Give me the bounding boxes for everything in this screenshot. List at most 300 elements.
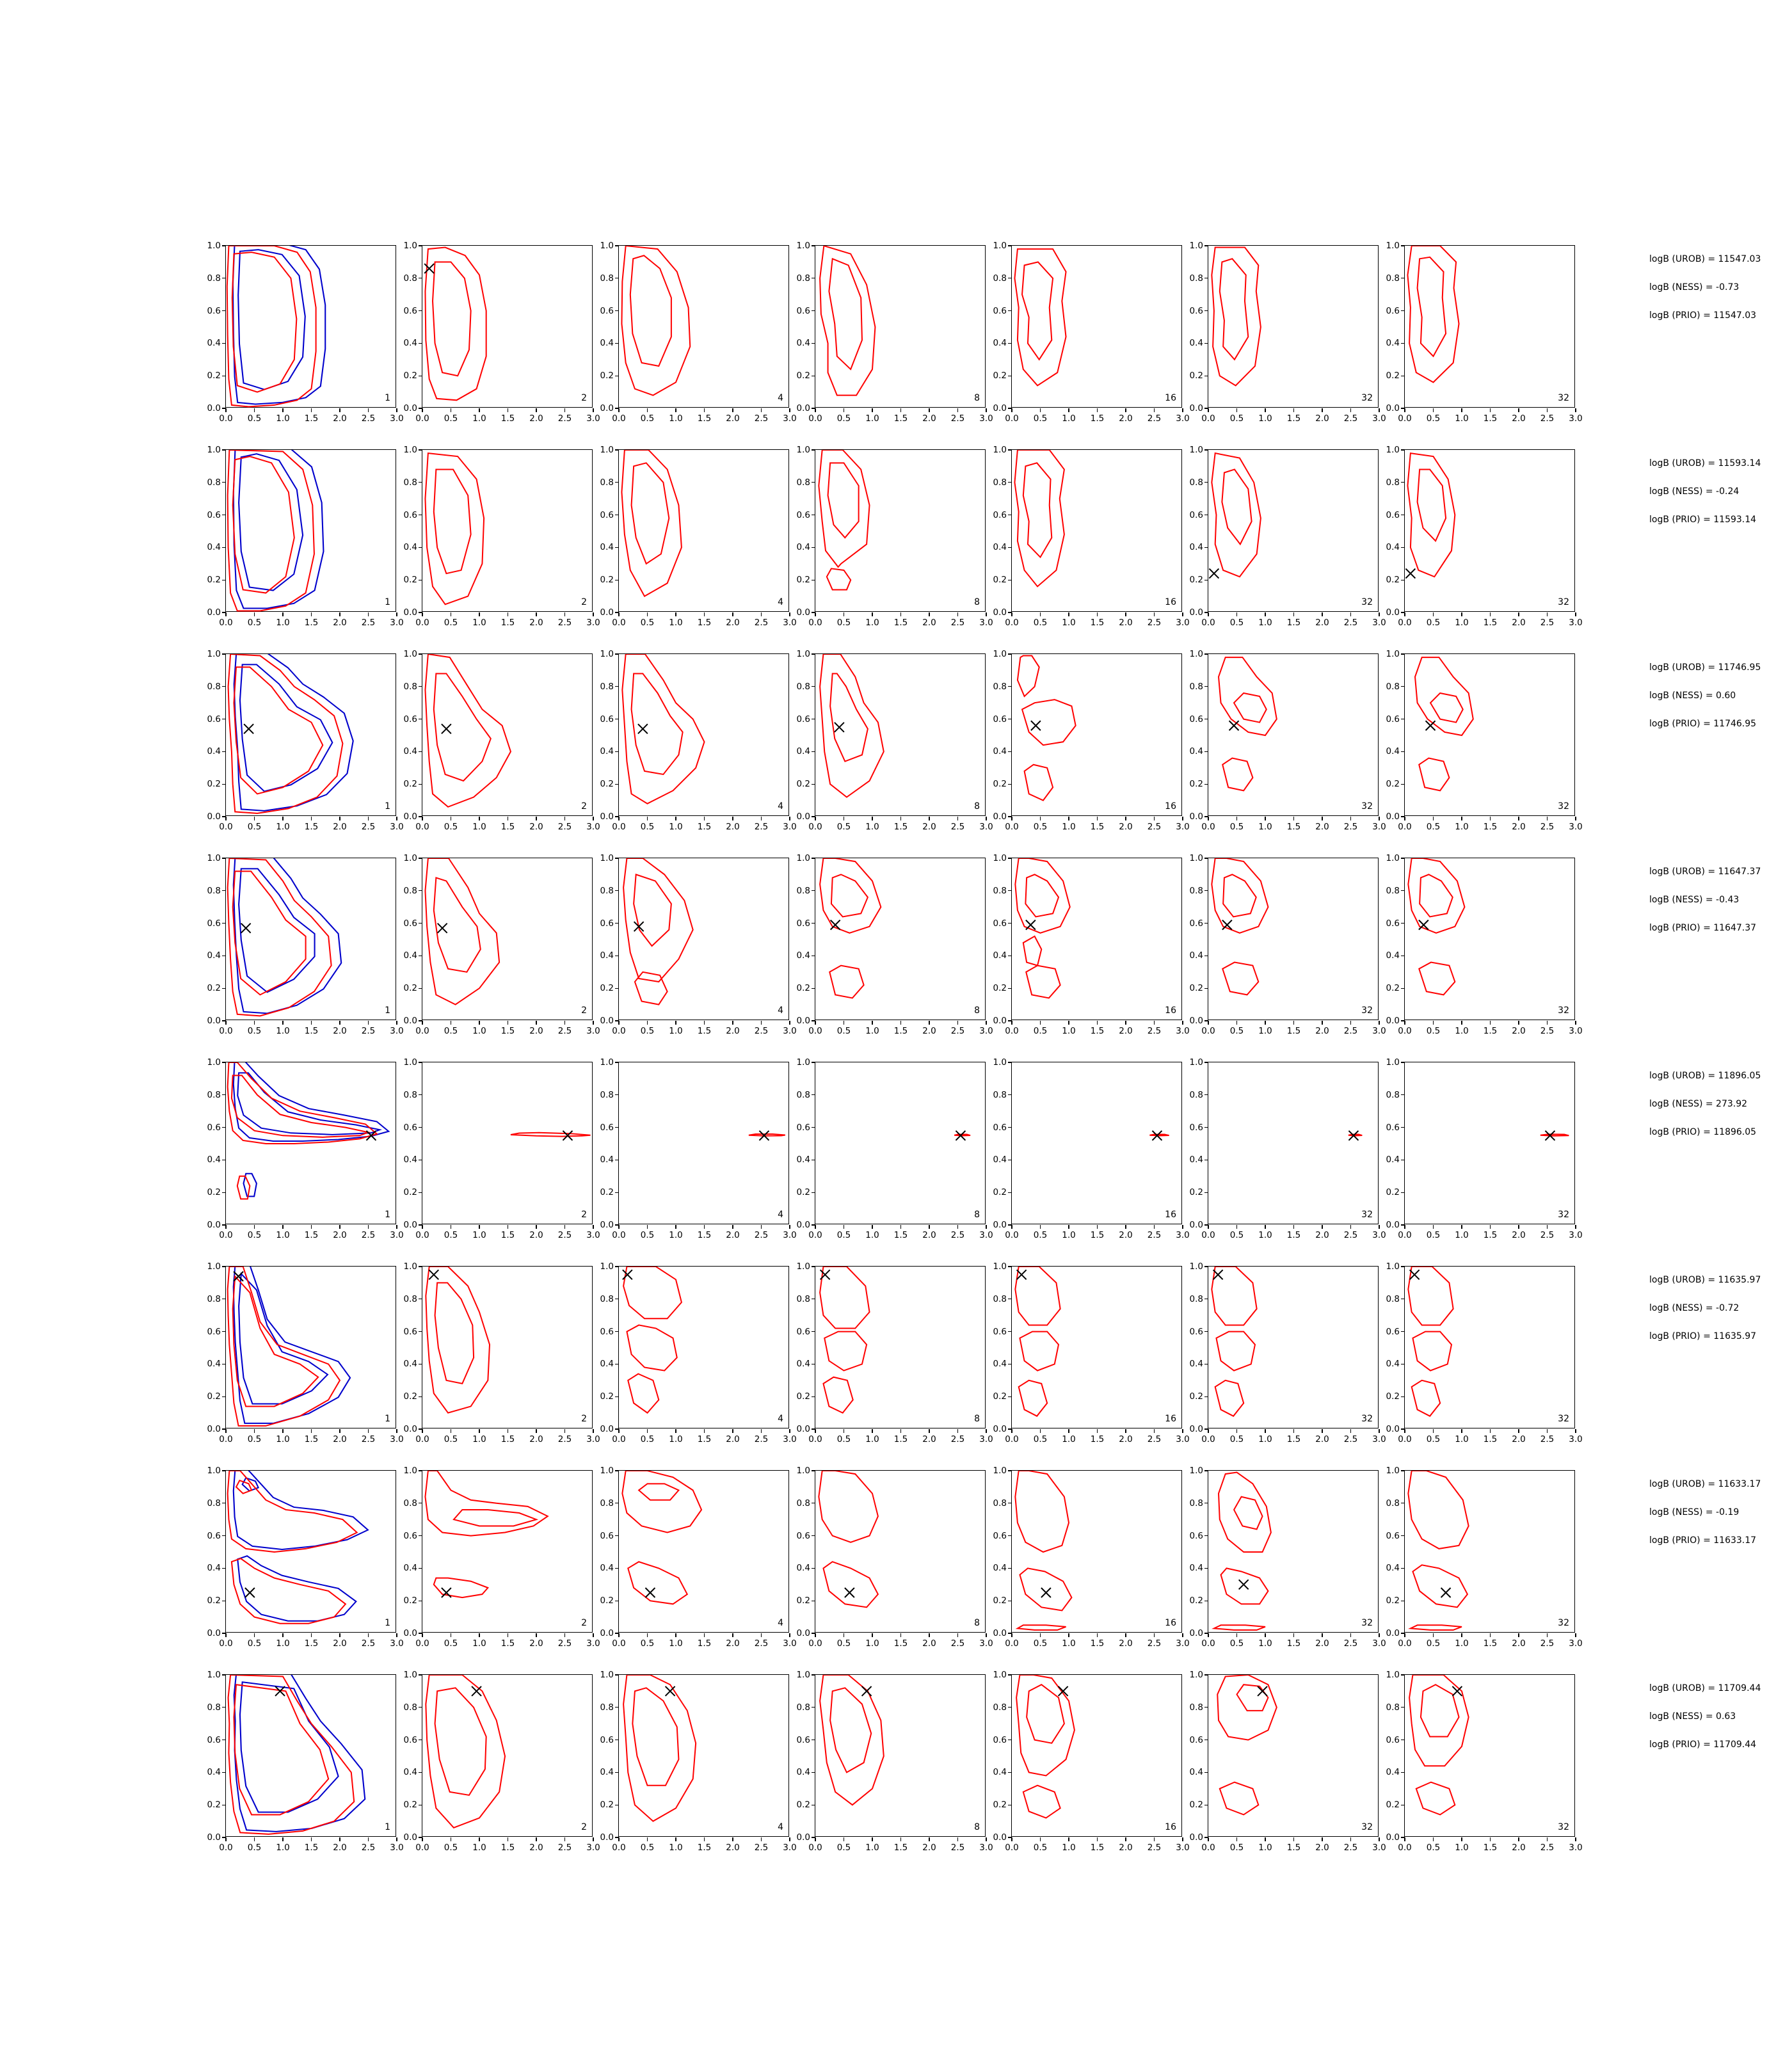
y-tick-label: 0.8 <box>1189 273 1203 284</box>
y-tick-label: 0.8 <box>993 477 1007 488</box>
axes-frame <box>600 241 797 424</box>
y-tick-mark <box>1008 1396 1012 1397</box>
y-tick-mark <box>1401 816 1405 817</box>
y-tick-mark <box>812 1396 815 1397</box>
y-tick-mark <box>812 1428 815 1429</box>
x-tick-label: 2.0 <box>922 822 936 832</box>
red-contour <box>830 1688 871 1772</box>
y-tick-label: 0.0 <box>600 607 614 618</box>
x-tick-label: 1.5 <box>500 1638 515 1649</box>
best-fit-marker <box>438 924 447 933</box>
x-tick-label: 3.0 <box>1569 822 1583 832</box>
y-tick-mark <box>419 482 422 483</box>
y-tick-label: 0.0 <box>403 812 417 822</box>
x-tick-mark <box>900 1429 901 1433</box>
y-tick-mark <box>222 784 226 785</box>
x-tick-label: 1.5 <box>893 618 908 628</box>
y-tick-mark <box>1204 1535 1208 1536</box>
y-tick-mark <box>615 482 619 483</box>
red-contour <box>1416 1782 1455 1815</box>
x-tick-label: 2.5 <box>1343 1638 1358 1649</box>
x-tick-mark <box>1350 408 1351 412</box>
row-annotation-r5-l1: logB (NESS) = -0.72 <box>1649 1303 1740 1313</box>
x-tick-label: 1.0 <box>1455 618 1469 628</box>
x-tick-label: 2.5 <box>1343 1230 1358 1240</box>
x-tick-label: 3.0 <box>586 1638 600 1649</box>
row-annotation-r1-l2: logB (PRIO) = 11593.14 <box>1649 515 1757 525</box>
x-tick-mark <box>225 1633 226 1637</box>
x-tick-mark <box>1518 1837 1519 1841</box>
panel-r2-c0 <box>207 649 404 832</box>
y-tick-mark <box>222 816 226 817</box>
panel-r1-c0 <box>207 445 404 628</box>
y-tick-label: 0.4 <box>207 950 221 961</box>
y-tick-mark <box>615 310 619 311</box>
x-tick-label: 3.0 <box>1569 618 1583 628</box>
x-tick-label: 1.5 <box>1090 618 1105 628</box>
y-tick-label: 0.4 <box>403 1359 417 1370</box>
x-tick-label: 1.0 <box>1258 618 1272 628</box>
panel-corner-label: 32 <box>1361 393 1373 403</box>
x-tick-mark <box>564 1225 565 1229</box>
x-tick-mark <box>368 612 369 616</box>
x-tick-label: 2.5 <box>754 822 769 832</box>
best-fit-marker <box>1209 569 1219 579</box>
x-tick-mark <box>1011 817 1012 820</box>
x-tick-mark <box>1011 1837 1012 1841</box>
x-tick-mark <box>1433 1225 1434 1229</box>
red-contour <box>233 871 306 995</box>
y-tick-label: 0.0 <box>796 1016 810 1026</box>
x-tick-label: 1.5 <box>893 1434 908 1444</box>
axes-frame <box>796 445 993 628</box>
y-tick-label: 0.2 <box>1386 779 1400 790</box>
contour-layer <box>226 1471 397 1633</box>
contour-layer <box>226 1675 397 1837</box>
red-contour <box>823 1377 852 1413</box>
y-tick-mark <box>222 1020 226 1021</box>
y-tick-label: 0.4 <box>1386 338 1400 349</box>
x-tick-label: 1.0 <box>472 1230 486 1240</box>
x-tick-mark <box>732 1021 733 1025</box>
x-tick-label: 2.5 <box>1540 822 1555 832</box>
contour-layer <box>815 1267 986 1429</box>
red-contour <box>1415 657 1473 735</box>
panel-r3-c2 <box>600 853 797 1036</box>
y-tick-mark <box>1204 1707 1208 1708</box>
x-tick-mark <box>1097 1021 1098 1025</box>
row-annotation-r5-l0: logB (UROB) = 11635.97 <box>1649 1275 1761 1285</box>
x-tick-label: 1.0 <box>276 1843 290 1853</box>
x-tick-mark <box>1404 408 1405 412</box>
x-tick-label: 0.0 <box>415 1434 429 1444</box>
y-tick-label: 0.6 <box>993 1734 1007 1745</box>
y-tick-label: 0.0 <box>1386 1016 1400 1026</box>
red-contour <box>435 1283 474 1383</box>
x-tick-mark <box>1154 1021 1155 1025</box>
x-tick-label: 1.0 <box>669 618 683 628</box>
y-tick-mark <box>222 1707 226 1708</box>
y-tick-mark <box>1204 923 1208 924</box>
x-tick-mark <box>675 1021 676 1025</box>
y-tick-label: 0.2 <box>1386 1391 1400 1402</box>
x-tick-mark <box>1011 408 1012 412</box>
x-tick-label: 1.0 <box>276 822 290 832</box>
panel-r3-c6 <box>1386 853 1583 1036</box>
x-tick-mark <box>1575 1021 1576 1025</box>
x-tick-label: 1.0 <box>472 618 486 628</box>
axes-frame <box>600 649 797 832</box>
x-tick-label: 3.0 <box>1372 1230 1386 1240</box>
x-tick-mark <box>1461 1633 1462 1637</box>
y-tick-mark <box>812 816 815 817</box>
y-tick-mark <box>615 1470 619 1471</box>
red-contour <box>827 568 851 589</box>
y-tick-label: 0.8 <box>403 1498 417 1508</box>
y-tick-label: 0.8 <box>403 273 417 284</box>
y-tick-mark <box>419 245 422 246</box>
y-tick-mark <box>615 1020 619 1021</box>
y-tick-label: 0.4 <box>1386 1767 1400 1778</box>
x-tick-mark <box>1293 1225 1294 1229</box>
y-tick-label: 0.8 <box>600 681 614 692</box>
y-tick-label: 1.0 <box>1189 241 1203 251</box>
y-tick-label: 1.0 <box>993 1466 1007 1476</box>
y-tick-label: 1.0 <box>796 1261 810 1272</box>
y-tick-label: 0.4 <box>403 1563 417 1574</box>
y-tick-mark <box>419 449 422 450</box>
y-tick-mark <box>812 245 815 246</box>
y-tick-mark <box>222 449 226 450</box>
x-tick-mark <box>1547 817 1548 820</box>
panel-corner-label: 32 <box>1558 597 1569 607</box>
red-contour <box>433 262 471 376</box>
x-tick-mark <box>368 408 369 412</box>
x-tick-label: 3.0 <box>1176 1843 1190 1853</box>
x-tick-mark <box>900 1633 901 1637</box>
panel-corner-label: 1 <box>385 1822 390 1832</box>
blue-contour <box>234 858 341 1013</box>
y-tick-mark <box>419 547 422 548</box>
y-tick-mark <box>615 343 619 344</box>
axes-frame <box>1386 241 1583 424</box>
x-tick-label: 1.5 <box>1483 1843 1498 1853</box>
y-tick-label: 0.2 <box>207 371 221 381</box>
contour-layer <box>1208 858 1379 1021</box>
row-annotation-r3-l0: logB (UROB) = 11647.37 <box>1649 867 1761 877</box>
y-tick-mark <box>615 923 619 924</box>
x-tick-mark <box>368 817 369 820</box>
x-tick-label: 3.0 <box>979 618 993 628</box>
y-tick-label: 0.8 <box>600 1498 614 1508</box>
x-tick-mark <box>1575 817 1576 820</box>
y-tick-label: 0.0 <box>600 1628 614 1638</box>
panel-corner-label: 16 <box>1165 1414 1176 1424</box>
y-tick-label: 0.2 <box>600 779 614 790</box>
x-tick-label: 0.5 <box>640 1638 655 1649</box>
x-tick-label: 2.0 <box>726 1843 740 1853</box>
x-tick-label: 0.0 <box>612 1434 626 1444</box>
y-tick-label: 0.2 <box>796 779 810 790</box>
y-tick-mark <box>1401 1470 1405 1471</box>
x-tick-label: 3.0 <box>586 1434 600 1444</box>
contour-layer <box>1405 1675 1576 1837</box>
y-tick-label: 0.0 <box>993 1832 1007 1843</box>
x-tick-mark <box>1125 817 1126 820</box>
red-contour <box>1022 700 1076 745</box>
contour-layer <box>815 450 986 612</box>
y-tick-label: 0.6 <box>403 1326 417 1337</box>
y-tick-mark <box>222 1331 226 1332</box>
best-fit-marker <box>245 1588 255 1597</box>
panel-corner-label: 2 <box>581 393 587 403</box>
y-tick-label: 0.4 <box>796 1359 810 1370</box>
contour-layer <box>1012 654 1183 817</box>
red-contour <box>1022 262 1053 359</box>
y-tick-mark <box>1401 923 1405 924</box>
y-tick-label: 0.6 <box>993 1122 1007 1133</box>
y-tick-label: 0.0 <box>207 1832 221 1843</box>
y-tick-label: 0.8 <box>796 273 810 284</box>
x-tick-label: 0.0 <box>1201 1026 1215 1036</box>
x-tick-label: 2.5 <box>1343 1026 1358 1036</box>
x-tick-mark <box>618 1633 619 1637</box>
contour-layer <box>1012 246 1183 408</box>
y-tick-label: 0.0 <box>403 1016 417 1026</box>
axes-frame <box>1189 445 1386 628</box>
x-tick-label: 0.0 <box>219 1843 233 1853</box>
y-tick-mark <box>1401 1224 1405 1225</box>
axes-frame <box>1189 1261 1386 1444</box>
x-tick-mark <box>368 1225 369 1229</box>
row-annotation-r4-l0: logB (UROB) = 11896.05 <box>1649 1071 1761 1081</box>
x-tick-label: 0.5 <box>1033 1843 1048 1853</box>
y-tick-label: 0.4 <box>600 950 614 961</box>
x-tick-mark <box>1097 1633 1098 1637</box>
x-tick-label: 1.0 <box>1062 618 1076 628</box>
y-tick-label: 0.4 <box>1189 542 1203 553</box>
x-tick-mark <box>1404 612 1405 616</box>
y-tick-mark <box>419 1428 422 1429</box>
blue-contour <box>238 250 305 389</box>
y-tick-label: 0.0 <box>207 1424 221 1434</box>
y-tick-mark <box>222 890 226 891</box>
y-tick-label: 0.0 <box>1386 812 1400 822</box>
y-tick-label: 0.0 <box>600 812 614 822</box>
x-tick-mark <box>761 1225 762 1229</box>
axes-frame <box>993 445 1190 628</box>
y-tick-label: 1.0 <box>796 241 810 251</box>
y-tick-label: 0.4 <box>1189 1767 1203 1778</box>
x-tick-mark <box>368 1837 369 1841</box>
x-tick-label: 2.0 <box>1512 1230 1526 1240</box>
axes-frame <box>993 1466 1190 1649</box>
y-tick-label: 0.8 <box>207 1702 221 1713</box>
y-tick-label: 0.2 <box>1189 1800 1203 1811</box>
x-tick-mark <box>1575 1633 1576 1637</box>
x-tick-label: 3.0 <box>390 822 404 832</box>
x-tick-mark <box>1433 1837 1434 1841</box>
axes-frame <box>1189 1466 1386 1649</box>
x-tick-label: 1.0 <box>669 1026 683 1036</box>
x-tick-label: 0.0 <box>808 1026 822 1036</box>
x-tick-mark <box>1097 1225 1098 1229</box>
x-tick-mark <box>957 1429 958 1433</box>
y-tick-mark <box>419 1396 422 1397</box>
x-tick-label: 0.5 <box>1426 413 1441 424</box>
x-tick-label: 0.5 <box>247 618 262 628</box>
x-tick-mark <box>225 1837 226 1841</box>
y-tick-label: 0.0 <box>600 1832 614 1843</box>
x-tick-label: 0.5 <box>1033 618 1048 628</box>
contour-layer <box>226 654 397 817</box>
y-tick-label: 1.0 <box>1386 1057 1400 1068</box>
panel-r0-c1 <box>403 241 600 424</box>
y-tick-label: 0.2 <box>1189 983 1203 994</box>
x-tick-mark <box>732 408 733 412</box>
y-tick-label: 0.2 <box>403 1596 417 1606</box>
x-tick-label: 3.0 <box>1176 1026 1190 1036</box>
x-tick-label: 3.0 <box>783 1843 797 1853</box>
x-tick-label: 1.0 <box>276 1230 290 1240</box>
y-tick-label: 0.0 <box>993 1424 1007 1434</box>
x-tick-label: 0.5 <box>1033 1638 1048 1649</box>
x-tick-label: 0.5 <box>444 822 458 832</box>
y-tick-label: 1.0 <box>796 1670 810 1680</box>
x-tick-label: 1.5 <box>304 1026 319 1036</box>
x-tick-label: 3.0 <box>1176 1638 1190 1649</box>
contour-layer <box>422 858 593 1021</box>
red-contour <box>232 1075 369 1137</box>
y-tick-mark <box>222 1568 226 1569</box>
red-contour <box>1216 1332 1255 1371</box>
x-tick-mark <box>1236 612 1237 616</box>
y-tick-label: 0.2 <box>403 371 417 381</box>
x-tick-label: 1.5 <box>697 1843 712 1853</box>
x-tick-label: 2.5 <box>557 1434 572 1444</box>
y-tick-label: 0.6 <box>403 918 417 929</box>
red-contour <box>634 874 671 946</box>
x-tick-label: 0.0 <box>1398 413 1412 424</box>
x-tick-mark <box>1040 817 1041 820</box>
x-tick-mark <box>1236 1837 1237 1841</box>
panel-r6-c4 <box>993 1466 1190 1649</box>
y-tick-label: 0.2 <box>1386 983 1400 994</box>
red-contour <box>1018 656 1039 697</box>
x-tick-mark <box>1097 612 1098 616</box>
x-tick-label: 0.0 <box>612 618 626 628</box>
x-tick-mark <box>311 1837 312 1841</box>
red-contour <box>434 877 481 972</box>
best-fit-marker <box>1410 1270 1420 1279</box>
panel-r6-c3 <box>796 1466 993 1649</box>
y-tick-mark <box>1008 653 1012 654</box>
y-tick-mark <box>812 988 815 989</box>
y-tick-label: 0.4 <box>1189 746 1203 757</box>
x-tick-label: 2.5 <box>557 1230 572 1240</box>
x-tick-label: 2.5 <box>1147 822 1162 832</box>
x-tick-label: 1.5 <box>893 1843 908 1853</box>
y-tick-mark <box>222 751 226 752</box>
axes-frame <box>207 649 404 832</box>
y-tick-mark <box>1401 1396 1405 1397</box>
panel-r6-c5 <box>1189 1466 1386 1649</box>
x-tick-label: 0.5 <box>247 1026 262 1036</box>
y-tick-label: 0.6 <box>403 714 417 724</box>
y-tick-mark <box>812 890 815 891</box>
red-contour <box>829 259 862 369</box>
panel-r0-c3 <box>796 241 993 424</box>
y-tick-label: 0.8 <box>403 1702 417 1713</box>
y-tick-label: 0.6 <box>1189 509 1203 520</box>
x-tick-label: 3.0 <box>1569 1843 1583 1853</box>
x-tick-mark <box>1461 817 1462 820</box>
blue-contour <box>233 246 325 404</box>
y-tick-label: 0.0 <box>600 1220 614 1230</box>
x-tick-label: 2.5 <box>950 822 965 832</box>
contour-layer <box>1405 858 1576 1021</box>
y-tick-label: 0.6 <box>1386 1734 1400 1745</box>
x-tick-label: 0.5 <box>247 1230 262 1240</box>
y-tick-label: 0.2 <box>403 1187 417 1198</box>
y-tick-mark <box>419 1224 422 1225</box>
axes-frame <box>403 649 600 832</box>
best-fit-marker <box>1041 1588 1051 1597</box>
axes-frame <box>600 853 797 1036</box>
x-tick-label: 2.0 <box>1512 1434 1526 1444</box>
x-tick-label: 1.0 <box>1062 1230 1076 1240</box>
y-tick-label: 0.4 <box>207 1359 221 1370</box>
y-tick-label: 0.6 <box>403 509 417 520</box>
best-fit-marker <box>645 1588 655 1597</box>
x-tick-label: 1.0 <box>669 1434 683 1444</box>
x-tick-label: 1.0 <box>669 1230 683 1240</box>
red-contour <box>425 453 484 604</box>
y-tick-label: 0.6 <box>796 509 810 520</box>
red-contour <box>820 1267 869 1329</box>
x-tick-label: 0.5 <box>1426 1026 1441 1036</box>
y-tick-label: 0.6 <box>1386 1122 1400 1133</box>
y-tick-label: 0.0 <box>1189 1424 1203 1434</box>
x-tick-label: 0.0 <box>1005 1638 1019 1649</box>
axes-frame <box>600 1466 797 1649</box>
y-tick-mark <box>419 1674 422 1675</box>
axes-frame <box>403 241 600 424</box>
y-tick-label: 1.0 <box>600 649 614 659</box>
red-contour <box>1234 1497 1263 1530</box>
panel-r5-c2 <box>600 1261 797 1444</box>
x-tick-label: 2.5 <box>557 822 572 832</box>
x-tick-label: 3.0 <box>1372 1434 1386 1444</box>
y-tick-mark <box>1008 1568 1012 1569</box>
x-tick-label: 1.5 <box>1483 1434 1498 1444</box>
x-tick-label: 3.0 <box>586 1026 600 1036</box>
x-tick-label: 2.0 <box>1119 822 1133 832</box>
y-tick-label: 0.2 <box>403 575 417 586</box>
x-tick-label: 2.5 <box>1147 1638 1162 1649</box>
y-tick-label: 0.2 <box>600 371 614 381</box>
x-tick-mark <box>1040 1837 1041 1841</box>
y-tick-mark <box>1008 1674 1012 1675</box>
contour-layer <box>1012 450 1183 612</box>
x-tick-label: 1.0 <box>1258 1434 1272 1444</box>
y-tick-label: 0.6 <box>796 1530 810 1541</box>
x-tick-mark <box>957 1225 958 1229</box>
best-fit-marker <box>1017 1270 1027 1279</box>
panel-r3-c1 <box>403 853 600 1036</box>
y-tick-label: 0.4 <box>796 338 810 349</box>
y-tick-mark <box>615 1707 619 1708</box>
